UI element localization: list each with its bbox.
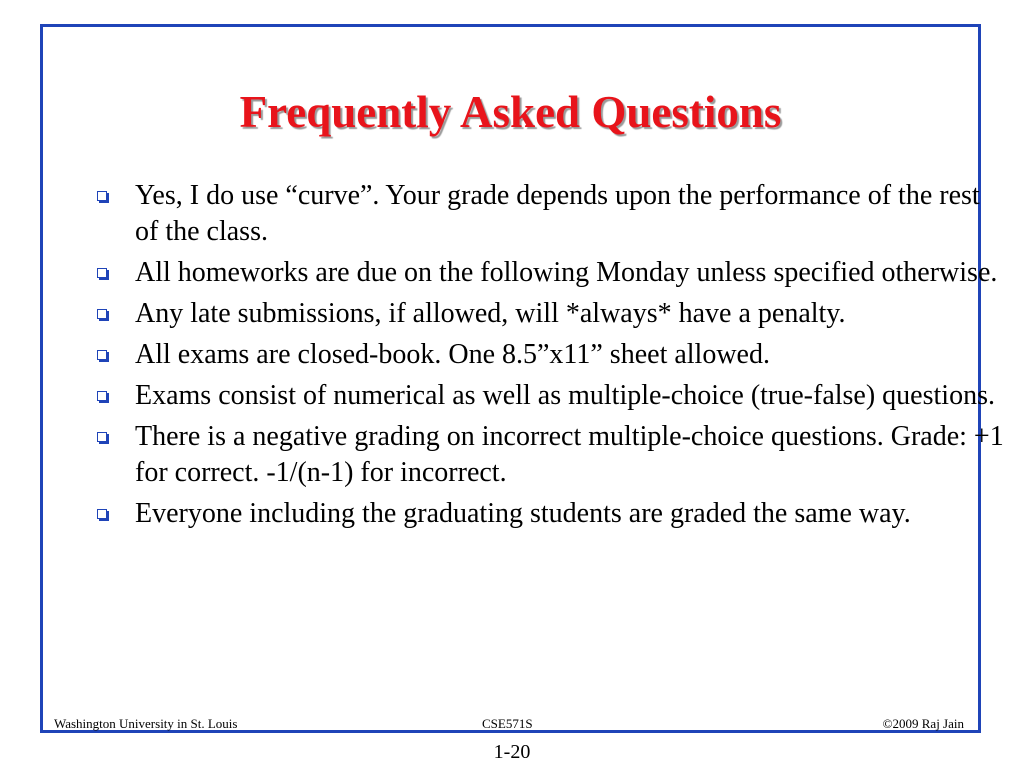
bullet-item: [97, 378, 1007, 414]
bullet-text: There is a negative grading on incorrect multiple-choice questions. Grade: +1 for correct. -1/(n-1) for incorrect.: [135, 421, 1004, 488]
bullet-list: [97, 178, 1007, 537]
slide-frame: [40, 24, 1004, 733]
bullet-text: All exams are closed-book. One 8.5”x11” sheet allowed.: [135, 339, 770, 370]
square-bullet-icon: [97, 509, 107, 519]
bullet-item: [97, 255, 1007, 291]
slide-number: 1-20: [493, 741, 531, 763]
square-bullet-icon: [97, 350, 107, 360]
bullet-item: [97, 496, 1007, 532]
bullet-item: [97, 419, 1007, 491]
square-bullet-icon: [97, 391, 107, 401]
square-bullet-icon: [97, 309, 107, 319]
footer-course: CSE571S: [482, 716, 533, 731]
footer-copyright: ©2009 Raj Jain: [882, 716, 964, 731]
bullet-text: Exams consist of numerical as well as multiple-choice (true-false) questions.: [135, 380, 995, 411]
bullet-text: All homeworks are due on the following Monday unless specified otherwise.: [135, 257, 998, 288]
slide-title: Frequently Asked Questions: [239, 87, 782, 137]
square-bullet-icon: [97, 432, 107, 442]
bullet-item: [97, 337, 1007, 373]
footer-institution: Washington University in St. Louis: [54, 716, 238, 731]
square-bullet-icon: [97, 191, 107, 201]
bullet-text: Any late submissions, if allowed, will *always* have a penalty.: [135, 298, 846, 329]
bullet-text: Yes, I do use “curve”. Your grade depends upon the performance of the rest of the class.: [135, 180, 980, 247]
bullet-item: [97, 178, 1007, 250]
bullet-text: Everyone including the graduating students are graded the same way.: [135, 498, 911, 529]
square-bullet-icon: [97, 268, 107, 278]
bullet-item: [97, 296, 1007, 332]
